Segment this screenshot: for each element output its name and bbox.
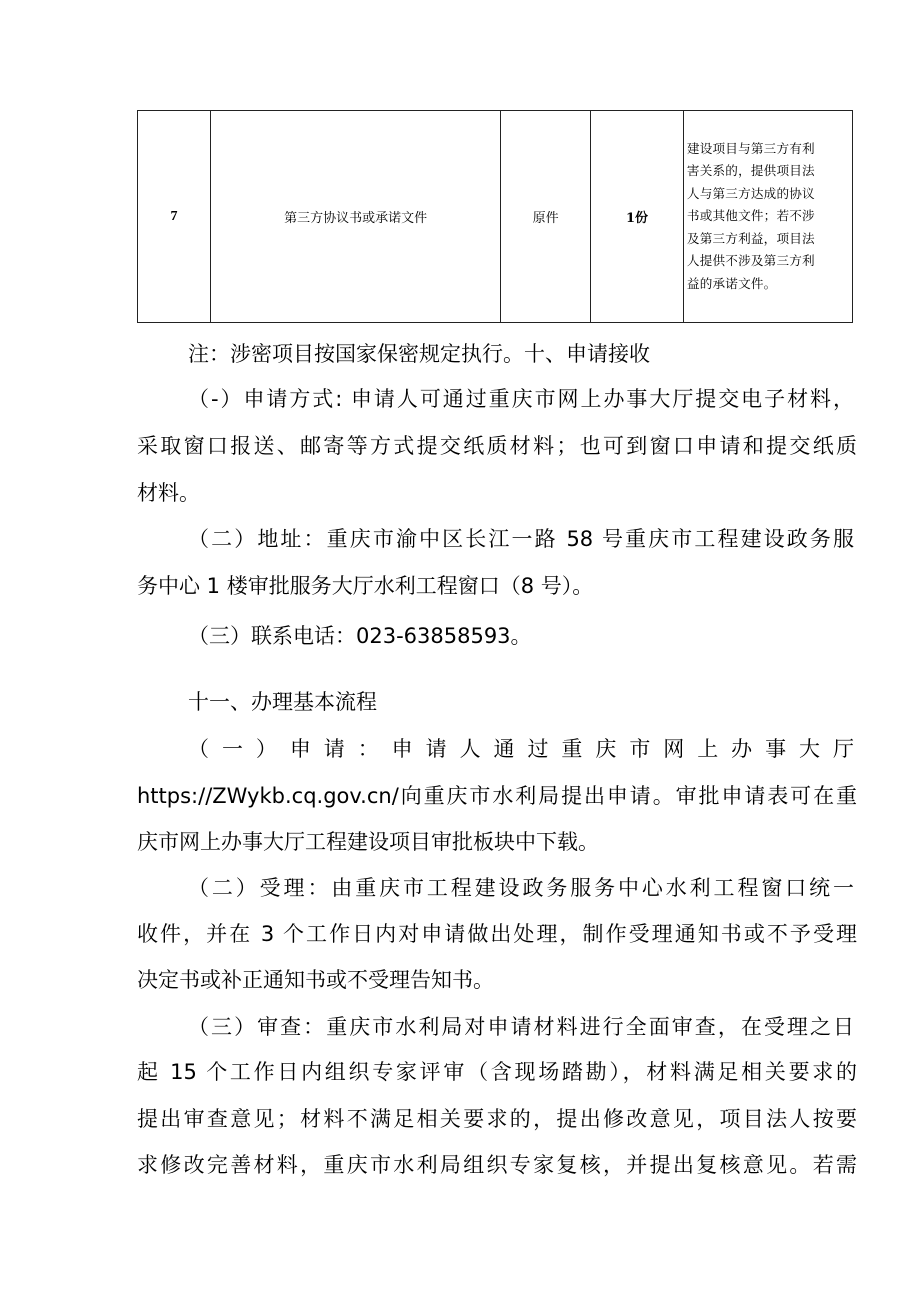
section-heading: 十一、办理基本流程 (188, 690, 377, 714)
paragraph-line: 提出审查意见；材料不满足相关要求的，提出修改意见，项目法人按要 (137, 1107, 857, 1131)
material-note (683, 111, 852, 323)
note-line-secrecy: 注：涉密项目按国家保密规定执行。十、申请接收 (188, 342, 650, 366)
paragraph-line: （一）申请：申请人通过重庆市网上办事大厅 (188, 737, 854, 761)
table-row (138, 111, 853, 323)
note-line: 益的承诺文件。 (686, 275, 777, 291)
paragraph-line: （二）受理：由重庆市工程建设政务服务中心水利工程窗口统一 (188, 876, 854, 900)
note-line: 及第三方利益，项目法 (686, 230, 815, 246)
paragraph-line: 决定书或补正通知书或不受理告知书。 (137, 968, 494, 992)
paragraph-line: https://ZWykb.cq.gov.cn/向重庆市水利局提出申请。审批申请表可在重 (137, 784, 857, 808)
note-line: 建设项目与第三方有利 (686, 140, 815, 156)
material-copies: 1份 (591, 111, 684, 323)
paragraph-line: （三）联系电话：023-63858593。 (188, 624, 532, 648)
paragraph-line: （三）审查：重庆市水利局对申请材料进行全面审查，在受理之日 (188, 1015, 854, 1039)
material-form: 原件 (501, 111, 591, 323)
paragraph-line: 采取窗口报送、邮寄等方式提交纸质材料；也可到窗口申请和提交纸质 (137, 434, 857, 458)
paragraph-line: 庆市网上办事大厅工程建设项目审批板块中下载。 (137, 830, 599, 854)
paragraph-line: （-）申请方式: 申请人可通过重庆市网上办事大厅提交电子材料， (188, 387, 854, 411)
paragraph-line: 材料。 (137, 481, 200, 505)
paragraph-line: 求修改完善材料，重庆市水利局组织专家复核，并提出复核意见。若需 (137, 1153, 857, 1177)
paragraph-line: 收件，并在 3 个工作日内对申请做出处理，制作受理通知书或不予受理 (137, 922, 857, 946)
note-line: 人提供不涉及第三方利 (686, 253, 815, 269)
note-line: 害关系的，提供项目法 (686, 163, 815, 179)
paragraph-line: （二）地址：重庆市渝中区长江一路 58 号重庆市工程建设政务服 (188, 527, 854, 551)
material-name: 第三方协议书或承诺文件 (211, 111, 501, 323)
paragraph-line: 起 15 个工作日内组织专家评审（含现场踏勘），材料满足相关要求的 (137, 1060, 857, 1084)
note-line: 人与第三方达成的协议 (686, 185, 815, 201)
note-line: 书或其他文件；若不涉 (686, 208, 815, 224)
row-number: 7 (138, 111, 211, 323)
materials-table (137, 110, 853, 323)
paragraph-line: 务中心 1 楼审批服务大厅水利工程窗口（8 号）。 (137, 574, 594, 598)
